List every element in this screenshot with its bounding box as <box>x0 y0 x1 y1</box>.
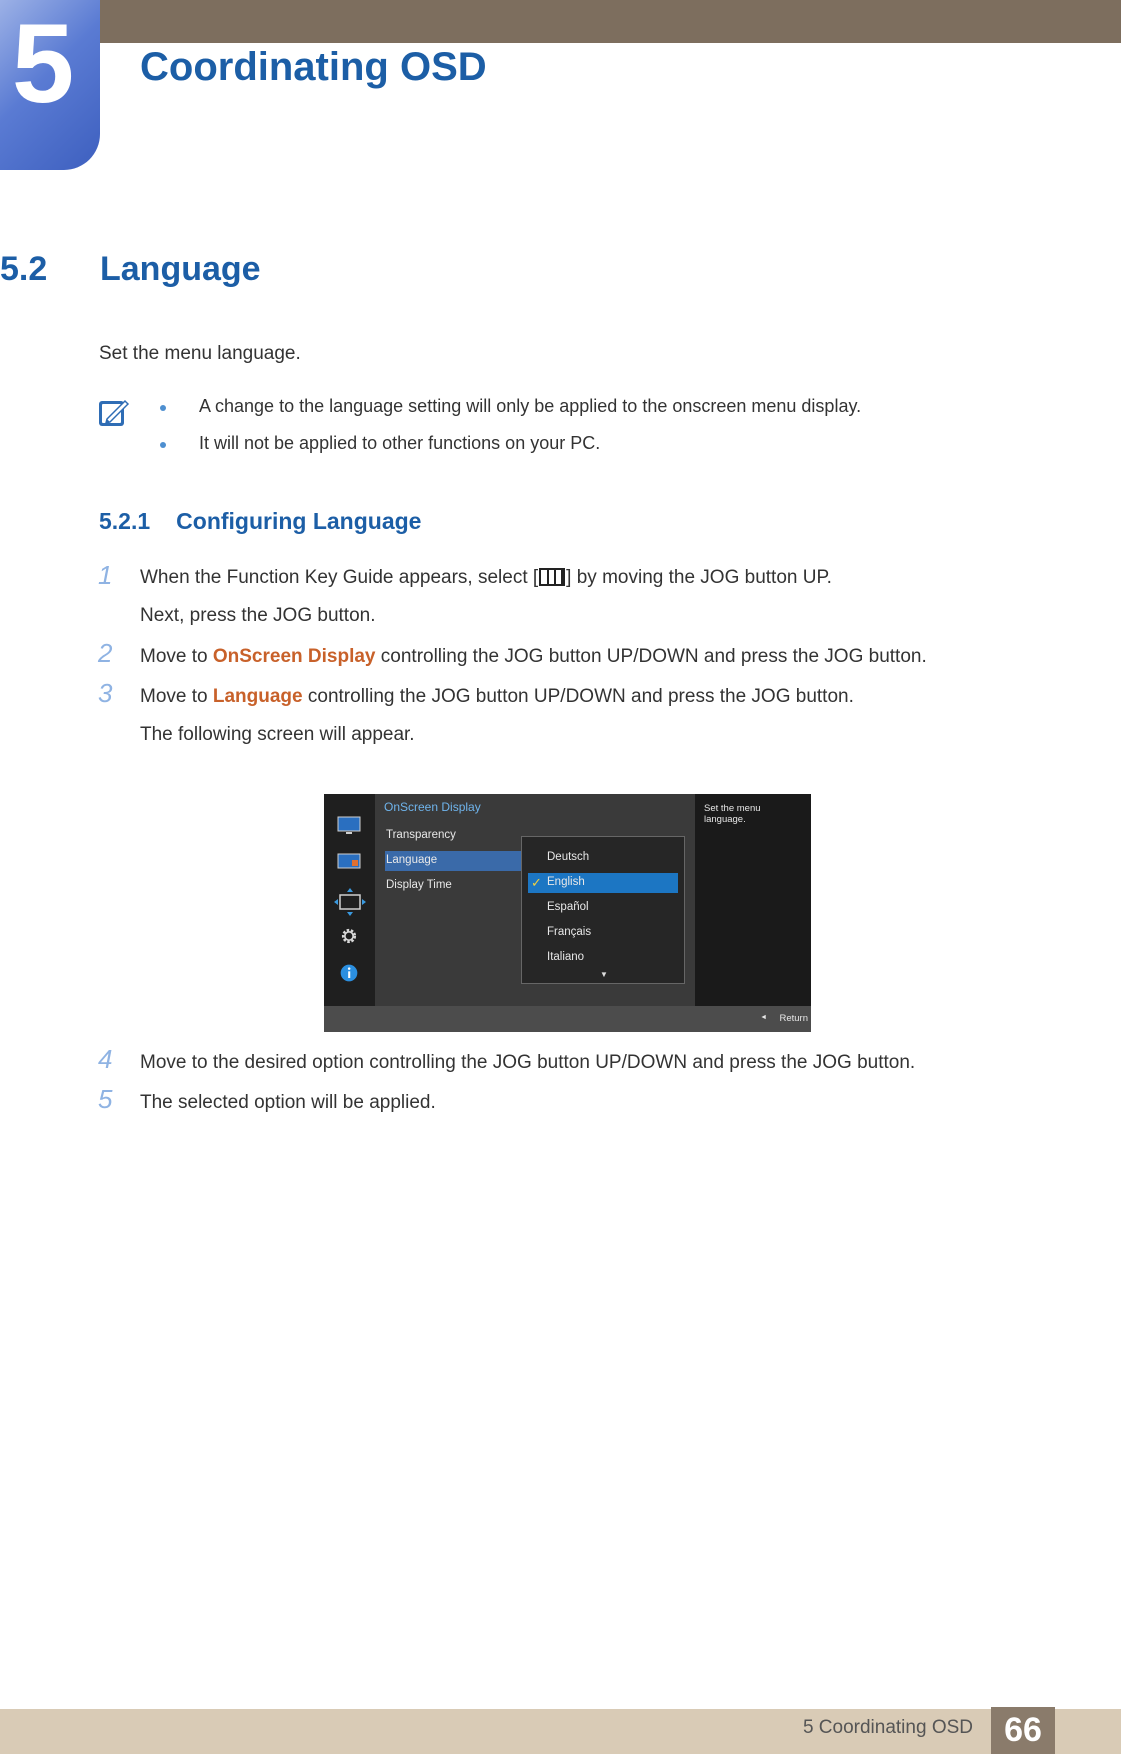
bullet-marker <box>160 442 166 448</box>
step-3-highlight: Language <box>212 686 303 707</box>
step-2-pre: Move to <box>140 646 213 667</box>
step-1-next: Next, press the JOG button. <box>140 605 376 626</box>
step-3-pre: Move to <box>140 686 213 707</box>
osd-main-panel <box>375 794 695 1006</box>
osd-language-option[interactable]: Español <box>547 901 589 913</box>
monitor-icon <box>337 816 361 836</box>
step-2-highlight: OnScreen Display <box>212 646 376 667</box>
osd-help-panel <box>695 794 811 1006</box>
chapter-tab <box>0 0 100 170</box>
step-1-pre: When the Function Key Guide appears, select [ <box>140 567 539 588</box>
info-icon <box>337 963 361 983</box>
step-number: 3 <box>98 678 113 708</box>
bullet-marker <box>160 405 166 411</box>
osd-menu-item[interactable]: Transparency <box>386 829 456 841</box>
step-1-text <box>140 567 832 589</box>
checkmark-icon: ✓ <box>531 875 542 890</box>
step-1-post: ] by moving the JOG button UP. <box>566 567 832 588</box>
step-4-text: Move to the desired option controlling the JOG button UP/DOWN and press the JOG button. <box>140 1052 916 1073</box>
step-number: 5 <box>98 1084 113 1114</box>
subsection-number: 5.2.1 <box>99 508 151 534</box>
step-5-text: The selected option will be applied. <box>140 1092 436 1113</box>
chapter-number: 5 <box>11 1 75 126</box>
note-icon <box>98 398 130 428</box>
note-item: It will not be applied to other functions on your PC. <box>199 433 601 453</box>
step-2-text <box>140 646 927 668</box>
intro-text: Set the menu language. <box>99 343 301 364</box>
osd-language-option[interactable]: Deutsch <box>547 851 590 863</box>
osd-menu-item[interactable]: Display Time <box>386 879 452 891</box>
osd-menu-title: OnScreen Display <box>384 800 481 814</box>
header-bar <box>0 0 1121 43</box>
menu-button-icon <box>539 568 565 586</box>
osd-menu-item[interactable]: Language <box>386 854 438 866</box>
scroll-down-icon[interactable]: ▼ <box>600 970 608 979</box>
page-number: 66 <box>991 1707 1055 1754</box>
subsection-title: Configuring Language <box>176 508 422 534</box>
step-number: 1 <box>98 560 113 590</box>
chapter-title: Coordinating OSD <box>140 45 487 89</box>
step-3-text <box>140 686 854 708</box>
osd-screenshot <box>324 794 811 1032</box>
osd-return-label[interactable]: Return <box>779 1013 808 1024</box>
osd-language-dropdown <box>521 836 685 984</box>
section-title: Language <box>100 250 261 288</box>
section-number: 5.2 <box>0 250 48 288</box>
osd-icon-column <box>324 794 375 1006</box>
osd-language-option[interactable]: Italiano <box>547 951 585 963</box>
note-item: A change to the language setting will only be applied to the onscreen menu display. <box>199 396 862 416</box>
osd-language-option[interactable]: English <box>547 876 585 888</box>
step-number: 2 <box>98 638 113 668</box>
return-arrow-icon: ◄ <box>760 1014 767 1021</box>
subsection-heading <box>99 508 421 535</box>
color-icon <box>337 852 361 872</box>
step-3-post: controlling the JOG button UP/DOWN and press the JOG button. <box>302 686 854 707</box>
step-3-next: The following screen will appear. <box>140 724 415 745</box>
footer-chapter-label: 5 Coordinating OSD <box>802 1717 973 1738</box>
gear-icon <box>337 926 361 946</box>
osd-language-option[interactable]: Français <box>547 926 592 938</box>
osd-help-text: Set the menu language. <box>704 803 761 826</box>
size-position-icon <box>334 888 366 916</box>
osd-bottom-bar <box>324 1006 811 1032</box>
step-2-post: controlling the JOG button UP/DOWN and press the JOG button. <box>375 646 927 667</box>
step-number: 4 <box>98 1044 113 1074</box>
